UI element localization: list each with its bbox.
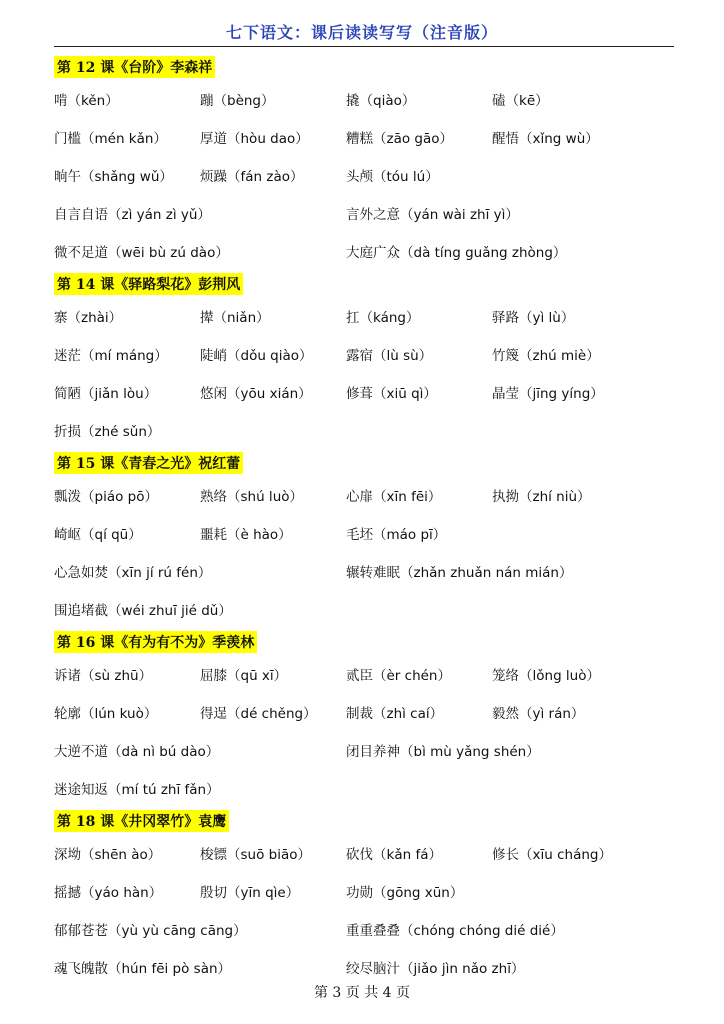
- vocab-entry: [200, 127, 309, 147]
- vocab-row: [54, 553, 684, 591]
- vocab-word: 诉诸: [54, 668, 81, 684]
- vocab-entry: [54, 664, 152, 684]
- vocab-entry: [54, 203, 211, 223]
- vocab-word: 驿路: [492, 310, 519, 326]
- vocab-entry: [200, 89, 275, 109]
- vocab-entry: [346, 241, 566, 261]
- vocab-word: 熟络: [200, 489, 227, 505]
- vocab-row: [54, 656, 684, 694]
- vocab-pinyin: （shēn ào）: [81, 847, 162, 863]
- vocab-word: 言外之意: [346, 207, 400, 223]
- vocab-word: 得逞: [200, 706, 227, 722]
- vocab-pinyin: （wēi bù zú dào）: [108, 245, 229, 261]
- lesson-section: [54, 629, 684, 808]
- vocab-pinyin: （kěn）: [67, 93, 119, 109]
- vocab-word: 轮廓: [54, 706, 81, 722]
- vocab-entry: [200, 523, 292, 543]
- vocab-pinyin: （chóng chóng dié dié）: [400, 923, 564, 939]
- vocab-pinyin: （shú luò）: [227, 489, 304, 505]
- vocab-entry: [346, 740, 540, 760]
- vocab-pinyin: （yù yù cāng cāng）: [108, 923, 247, 939]
- vocab-word: 撵: [200, 310, 214, 326]
- vocab-pinyin: （xīn fēi）: [373, 489, 442, 505]
- vocab-pinyin: （zhì caí）: [373, 706, 444, 722]
- vocab-entry: [492, 843, 612, 863]
- vocab-pinyin: （gōng xūn）: [373, 885, 464, 901]
- title-divider: [54, 46, 674, 47]
- vocab-pinyin: （yáo hàn）: [81, 885, 163, 901]
- vocab-row: [54, 873, 684, 911]
- lesson-section: [54, 450, 684, 629]
- vocab-entry: [200, 306, 270, 326]
- vocab-entry: [54, 561, 211, 581]
- vocab-pinyin: （hún fēi pò sàn）: [108, 961, 232, 977]
- vocab-entry: [200, 702, 317, 722]
- vocab-pinyin: （máo pī）: [373, 527, 447, 543]
- vocab-entry: [346, 203, 519, 223]
- vocab-pinyin: （dé chěng）: [227, 706, 317, 722]
- lesson-header: 第 14 课《驿路梨花》彭荆风: [54, 273, 243, 295]
- vocab-word: 糟糕: [346, 131, 373, 147]
- vocab-entry: [54, 843, 161, 863]
- vocab-word: 心急如焚: [54, 565, 108, 581]
- vocab-entry: [492, 702, 584, 722]
- vocab-entry: [54, 89, 119, 109]
- page-title: 七下语文：课后读读写写（注音版）: [225, 23, 498, 42]
- vocab-word: 迷茫: [54, 348, 81, 364]
- vocab-word: 殷切: [200, 885, 227, 901]
- vocab-word: 大逆不道: [54, 744, 108, 760]
- vocab-word: 扛: [346, 310, 360, 326]
- vocab-pinyin: （yōu xián）: [227, 386, 312, 402]
- vocab-word: 寨: [54, 310, 68, 326]
- vocab-entry: [200, 843, 311, 863]
- vocab-pinyin: （zì yán zì yǔ）: [108, 207, 211, 223]
- vocab-pinyin: （sù zhū）: [81, 668, 153, 684]
- vocab-pinyin: （è hào）: [227, 527, 292, 543]
- vocab-row: [54, 412, 684, 450]
- vocab-pinyin: （mí tú zhī fǎn）: [108, 782, 220, 798]
- vocab-word: 修长: [492, 847, 519, 863]
- vocab-pinyin: （suō biāo）: [227, 847, 311, 863]
- vocab-word: 毛坯: [346, 527, 373, 543]
- vocab-word: 蹦: [200, 93, 214, 109]
- vocab-pinyin: （zāo gāo）: [373, 131, 454, 147]
- vocab-word: 简陋: [54, 386, 81, 402]
- vocab-entry: [54, 241, 229, 261]
- vocab-pinyin: （wéi zhuī jié dǔ）: [108, 603, 232, 619]
- vocab-entry: [492, 89, 549, 109]
- vocab-entry: [54, 127, 167, 147]
- vocab-entry: [346, 306, 419, 326]
- vocab-row: [54, 81, 684, 119]
- vocab-word: 功勋: [346, 885, 373, 901]
- vocab-pinyin: （lù sù）: [373, 348, 433, 364]
- vocab-pinyin: （kǎn fá）: [373, 847, 442, 863]
- vocab-row: [54, 770, 684, 808]
- vocab-word: 魂飞魄散: [54, 961, 108, 977]
- vocab-word: 修葺: [346, 386, 373, 402]
- vocab-pinyin: （zhài）: [67, 310, 123, 326]
- vocab-pinyin: （yīn qìe）: [227, 885, 300, 901]
- vocab-entry: [54, 702, 157, 722]
- vocab-entry: [346, 919, 564, 939]
- vocab-pinyin: （zhǎn zhuǎn nán mián）: [400, 565, 573, 581]
- vocab-pinyin: （jīng yíng）: [519, 386, 604, 402]
- vocab-pinyin: （bì mù yǎng shén）: [400, 744, 540, 760]
- vocab-entry: [200, 881, 299, 901]
- vocab-entry: [346, 523, 446, 543]
- vocab-entry: [54, 485, 158, 505]
- vocab-word: 贰臣: [346, 668, 373, 684]
- vocab-row: [54, 911, 684, 949]
- vocab-pinyin: （xīu cháng）: [519, 847, 612, 863]
- vocab-word: 大庭广众: [346, 245, 400, 261]
- vocab-word: 露宿: [346, 348, 373, 364]
- vocab-word: 毅然: [492, 706, 519, 722]
- vocab-row: [54, 195, 684, 233]
- lesson-section: [54, 54, 684, 271]
- vocab-entry: [346, 664, 451, 684]
- vocab-pinyin: （káng）: [359, 310, 420, 326]
- vocab-row: [54, 477, 684, 515]
- vocab-entry: [346, 165, 439, 185]
- vocab-list: [54, 54, 684, 987]
- vocab-word: 啃: [54, 93, 68, 109]
- vocab-word: 竹篾: [492, 348, 519, 364]
- vocab-pinyin: （zhí niù）: [519, 489, 591, 505]
- vocab-word: 围追堵截: [54, 603, 108, 619]
- vocab-entry: [200, 485, 303, 505]
- vocab-entry: [54, 523, 142, 543]
- vocab-word: 晌午: [54, 169, 81, 185]
- vocab-pinyin: （jiǎn lòu）: [81, 386, 158, 402]
- vocab-word: 执拗: [492, 489, 519, 505]
- vocab-entry: [492, 306, 574, 326]
- vocab-word: 迷途知返: [54, 782, 108, 798]
- vocab-word: 自言自语: [54, 207, 108, 223]
- vocab-pinyin: （mí máng）: [81, 348, 168, 364]
- vocab-entry: [346, 485, 441, 505]
- vocab-entry: [54, 165, 173, 185]
- vocab-row: [54, 233, 684, 271]
- lesson-section: [54, 808, 684, 987]
- vocab-entry: [346, 561, 573, 581]
- vocab-word: 心扉: [346, 489, 373, 505]
- vocab-pinyin: （xǐng wù）: [519, 131, 599, 147]
- vocab-word: 磕: [492, 93, 506, 109]
- lesson-header: 第 16 课《有为有不为》季羡林: [54, 631, 257, 653]
- vocab-row: [54, 336, 684, 374]
- vocab-row: [54, 119, 684, 157]
- vocab-pinyin: （dǒu qiào）: [227, 348, 313, 364]
- vocab-pinyin: （hòu dao）: [227, 131, 309, 147]
- vocab-pinyin: （niǎn）: [213, 310, 270, 326]
- vocab-entry: [346, 702, 443, 722]
- vocab-pinyin: （bèng）: [213, 93, 275, 109]
- vocab-word: 厚道: [200, 131, 227, 147]
- vocab-word: 郁郁苍苍: [54, 923, 108, 939]
- vocab-pinyin: （tóu lú）: [373, 169, 439, 185]
- vocab-pinyin: （qū xī）: [227, 668, 288, 684]
- vocab-word: 梭镖: [200, 847, 227, 863]
- vocab-row: [54, 694, 684, 732]
- vocab-entry: [346, 127, 453, 147]
- vocab-pinyin: （kē）: [505, 93, 549, 109]
- vocab-word: 陡峭: [200, 348, 227, 364]
- vocab-row: [54, 157, 684, 195]
- vocab-word: 折损: [54, 424, 81, 440]
- vocab-pinyin: （lún kuò）: [81, 706, 158, 722]
- vocab-entry: [54, 344, 168, 364]
- vocab-row: [54, 298, 684, 336]
- vocab-entry: [492, 344, 600, 364]
- vocab-entry: [492, 382, 604, 402]
- vocab-entry: [200, 664, 287, 684]
- page-number: 第 3 页 共 4 页: [313, 985, 411, 1001]
- vocab-word: 砍伐: [346, 847, 373, 863]
- vocab-entry: [492, 485, 591, 505]
- vocab-entry: [492, 664, 600, 684]
- vocab-pinyin: （xiū qì）: [373, 386, 437, 402]
- vocab-word: 屈膝: [200, 668, 227, 684]
- lesson-section: [54, 271, 684, 450]
- vocab-entry: [346, 89, 415, 109]
- vocab-entry: [54, 306, 122, 326]
- vocab-pinyin: （qiào）: [359, 93, 416, 109]
- vocab-word: 深坳: [54, 847, 81, 863]
- vocab-word: 绞尽脑汁: [346, 961, 400, 977]
- vocab-word: 烦躁: [200, 169, 227, 185]
- vocab-entry: [54, 420, 160, 440]
- vocab-pinyin: （xīn jí rú fén）: [108, 565, 212, 581]
- vocab-pinyin: （èr chén）: [373, 668, 451, 684]
- lesson-header: 第 15 课《青春之光》祝红蕾: [54, 452, 243, 474]
- vocab-word: 摇撼: [54, 885, 81, 901]
- vocab-entry: [200, 382, 312, 402]
- vocab-word: 微不足道: [54, 245, 108, 261]
- vocab-word: 崎岖: [54, 527, 81, 543]
- vocab-row: [54, 515, 684, 553]
- vocab-word: 辗转难眠: [346, 565, 400, 581]
- vocab-word: 噩耗: [200, 527, 227, 543]
- vocab-pinyin: （zhú miè）: [519, 348, 600, 364]
- vocab-entry: [492, 127, 599, 147]
- vocab-entry: [54, 778, 220, 798]
- vocab-entry: [54, 382, 157, 402]
- vocab-entry: [346, 382, 437, 402]
- lesson-header: 第 18 课《井冈翠竹》袁鹰: [54, 810, 229, 832]
- vocab-word: 门槛: [54, 131, 81, 147]
- vocab-word: 重重叠叠: [346, 923, 400, 939]
- vocab-entry: [200, 165, 304, 185]
- vocab-pinyin: （jiǎo jìn nǎo zhī）: [400, 961, 525, 977]
- vocab-pinyin: （yì lù）: [519, 310, 575, 326]
- vocab-entry: [346, 881, 463, 901]
- vocab-entry: [54, 881, 162, 901]
- vocab-word: 悠闲: [200, 386, 227, 402]
- vocab-pinyin: （dà nì bú dào）: [108, 744, 220, 760]
- vocab-word: 头颅: [346, 169, 373, 185]
- vocab-pinyin: （fán zào）: [227, 169, 304, 185]
- vocab-entry: [54, 957, 231, 977]
- vocab-word: 笼络: [492, 668, 519, 684]
- vocab-entry: [200, 344, 313, 364]
- vocab-pinyin: （dà tíng guǎng zhòng）: [400, 245, 567, 261]
- vocab-row: [54, 591, 684, 629]
- lesson-header: 第 12 课《台阶》李森祥: [54, 56, 215, 78]
- vocab-entry: [346, 344, 432, 364]
- vocab-pinyin: （piáo pō）: [81, 489, 158, 505]
- vocab-entry: [54, 740, 219, 760]
- vocab-entry: [54, 919, 247, 939]
- vocab-entry: [346, 957, 524, 977]
- vocab-pinyin: （lǒng luò）: [519, 668, 600, 684]
- vocab-pinyin: （yán wài zhī yì）: [400, 207, 519, 223]
- vocab-word: 闭目养神: [346, 744, 400, 760]
- vocab-pinyin: （mén kǎn）: [81, 131, 167, 147]
- vocab-row: [54, 835, 684, 873]
- vocab-word: 瓢泼: [54, 489, 81, 505]
- vocab-row: [54, 732, 684, 770]
- vocab-row: [54, 374, 684, 412]
- vocab-word: 醒悟: [492, 131, 519, 147]
- vocab-entry: [346, 843, 442, 863]
- vocab-pinyin: （shǎng wǔ）: [81, 169, 173, 185]
- vocab-word: 撬: [346, 93, 360, 109]
- vocab-word: 晶莹: [492, 386, 519, 402]
- vocab-word: 制裁: [346, 706, 373, 722]
- vocab-pinyin: （yì rán）: [519, 706, 585, 722]
- vocab-pinyin: （zhé sǔn）: [81, 424, 161, 440]
- vocab-pinyin: （qí qū）: [81, 527, 142, 543]
- vocab-entry: [54, 599, 232, 619]
